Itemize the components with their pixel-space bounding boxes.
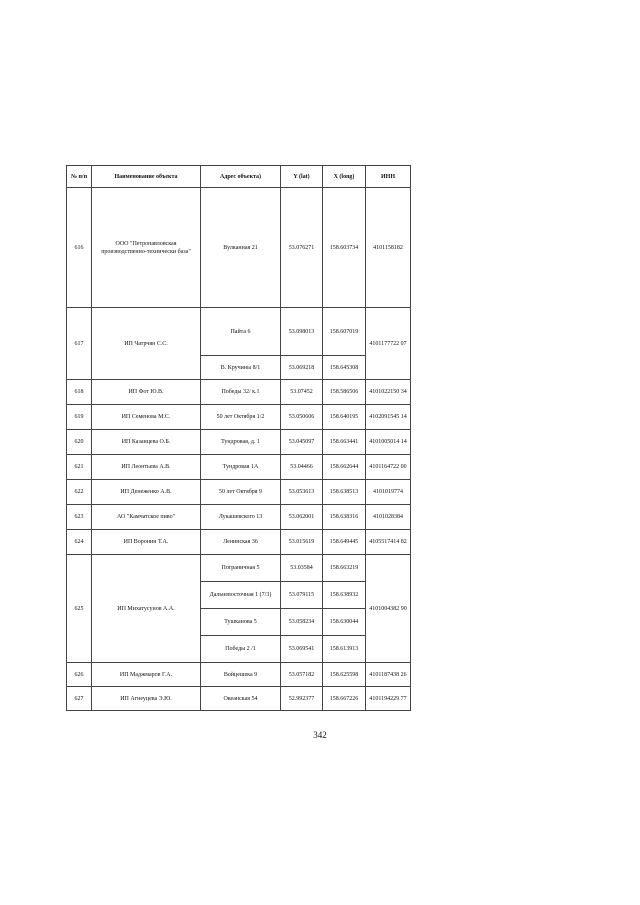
cell-lat: 53.076271 [281,188,323,308]
table-row [67,380,411,405]
table-row [67,455,411,480]
cell-address: Вулканная 21 [201,188,281,308]
cell-long: 158.607019 [323,308,366,356]
cell-lat: 53.062001 [281,505,323,530]
table-row [67,188,411,308]
table-row [67,405,411,430]
cell-lat: 53.069218 [281,356,323,380]
cell-lat: 53.053613 [281,480,323,505]
cell-inn: 4101187438 26 [366,663,411,687]
cell-inn: 4101158182 [366,188,411,308]
cell-name: ИП Казанцева О.Б. [92,430,201,455]
cell-long: 158.586506 [323,380,366,405]
cell-num: 627 [67,687,92,711]
cell-address: Тушканова 5 [201,609,281,636]
cell-address: Пограничная 5 [201,555,281,582]
cell-inn: 4101004382 90 [366,555,411,663]
header-name: Наименование объекта [92,166,201,188]
cell-name: ООО "Петропавловская производственно-технически база" [92,188,201,308]
cell-long: 158.613913 [323,636,366,663]
table-row [67,430,411,455]
objects-table [66,165,411,711]
cell-long: 158.663441 [323,430,366,455]
cell-address: Ленинская 36 [201,530,281,555]
cell-lat: 53.058234 [281,609,323,636]
cell-inn: 4101164722 00 [366,455,411,480]
cell-address: Победы 32/ к.1 [201,380,281,405]
cell-inn: 4101194229 77 [366,687,411,711]
cell-num: 618 [67,380,92,405]
cell-num: 616 [67,188,92,308]
table-row [67,308,411,356]
cell-address: 50 лет Октября 1/2 [201,405,281,430]
cell-lat: 53.079115 [281,582,323,609]
cell-name: ИП Маджмаров Г.А. [92,663,201,687]
cell-long: 158.663219 [323,555,366,582]
cell-long: 158.649445 [323,530,366,555]
header-long: X (long) [323,166,366,188]
cell-address: Войцешека 9 [201,663,281,687]
cell-lat: 53.045097 [281,430,323,455]
header-row [67,166,411,188]
cell-long: 158.638932 [323,582,366,609]
cell-name: ИП Фот Ю.В. [92,380,201,405]
cell-long: 158.603734 [323,188,366,308]
cell-address: 50 лет Октября 9 [201,480,281,505]
cell-name: ИП Леонтьева А.В. [92,455,201,480]
cell-long: 158.640195 [323,405,366,430]
cell-inn: 4105517414 82 [366,530,411,555]
cell-address: Пайта 6 [201,308,281,356]
table-row [67,663,411,687]
cell-long: 158.667226 [323,687,366,711]
cell-inn: 4101028384 [366,505,411,530]
cell-long: 158.625598 [323,663,366,687]
cell-num: 621 [67,455,92,480]
cell-num: 623 [67,505,92,530]
header-num: № п/п [67,166,92,188]
header-inn: ИНН [366,166,411,188]
cell-lat: 53.057182 [281,663,323,687]
cell-num: 625 [67,555,92,663]
cell-inn: 4101177722 07 [366,308,411,380]
cell-num: 624 [67,530,92,555]
cell-address: Океанская 54 [201,687,281,711]
cell-num: 617 [67,308,92,380]
cell-lat: 53.069541 [281,636,323,663]
cell-name: ИП Семенова М.С. [92,405,201,430]
header-lat: Y (lat) [281,166,323,188]
cell-long: 158.645308 [323,356,366,380]
cell-long: 158.630044 [323,609,366,636]
cell-lat: 52.992377 [281,687,323,711]
cell-address: Победы 2 /1 [201,636,281,663]
cell-name: ИП Агнеуцева Э.Ю. [92,687,201,711]
cell-name: ИП Михатусунов А.А. [92,555,201,663]
cell-inn: 4101005014 14 [366,430,411,455]
cell-name: АО "Камчатское пиво" [92,505,201,530]
cell-inn: 4101022150 34 [366,380,411,405]
cell-long: 158.662644 [323,455,366,480]
cell-address: Дальневосточная 1 (7/3) [201,582,281,609]
header-address: Адрес объекта) [201,166,281,188]
table-row [67,687,411,711]
page-number: 342 [313,730,327,740]
table-row [67,530,411,555]
table-row [67,480,411,505]
cell-num: 622 [67,480,92,505]
cell-lat: 53.015619 [281,530,323,555]
cell-address: В. Кручины 8/1 [201,356,281,380]
cell-num: 619 [67,405,92,430]
cell-num: 620 [67,430,92,455]
cell-long: 158.638513 [323,480,366,505]
table-row [67,505,411,530]
cell-inn: 4101019774 [366,480,411,505]
cell-address: Тундровая 1А [201,455,281,480]
cell-lat: 53.098013 [281,308,323,356]
cell-address: Тундровая, д. 1 [201,430,281,455]
cell-address: Лукашевского 13 [201,505,281,530]
cell-num: 626 [67,663,92,687]
cell-name: ИП Денеженко А.В. [92,480,201,505]
table-row [67,555,411,582]
cell-inn: 4102091545 14 [366,405,411,430]
cell-lat: 53.04466 [281,455,323,480]
cell-lat: 53.050606 [281,405,323,430]
cell-name: ИП Чатрчян С.С. [92,308,201,380]
cell-lat: 53.07452 [281,380,323,405]
cell-name: ИП Воронин Т.А. [92,530,201,555]
cell-lat: 53.03584 [281,555,323,582]
cell-long: 158.638316 [323,505,366,530]
